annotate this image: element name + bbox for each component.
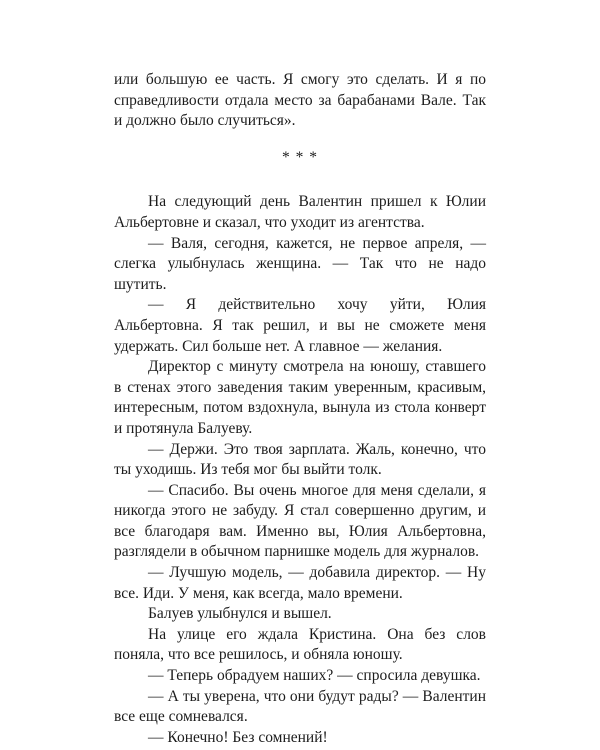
paragraph: Директор с минуту смотрела на юношу, ставшего в стенах этого заведения таким уверенным, красивым, интересным, потом вздохнула, вынула из стола конверт и протянула Балуеву. (114, 358, 486, 437)
paragraph: — Я действительно хочу уйти, Юлия Альбертовна. Я так решил, и вы не сможете меня удержать. Сил больше нет. А главное — желания. (114, 296, 486, 355)
paragraph: — Лучшую модель, — добавила директор. — Ну все. Иди. У меня, как всегда, мало времени. (114, 564, 486, 602)
page-body (114, 70, 486, 748)
paragraph-continuation: или большую ее часть. Я смогу это сделать. И я по справедливости отдала место за барабанами Вале. Так и должно было случиться». (114, 71, 486, 130)
paragraph: Балуев улыбнулся и вышел. (148, 605, 332, 623)
paragraph: — Конечно! Без сомнений! (148, 728, 328, 746)
paragraph: На следующий день Валентин пришел к Юлии Альбертовне и сказал, что уходит из агентства. (114, 193, 486, 231)
paragraph: На улице его ждала Кристина. Она без слов поняла, что все решилось, и обняла юношу. (114, 625, 486, 664)
section-separator: * * * (282, 148, 318, 166)
paragraph: — А ты уверена, что они будут рады? — Валентин все еще сомневался. (114, 687, 486, 726)
paragraph: — Теперь обрадуем наших? — спросила девушка. (148, 667, 481, 685)
paragraph: — Спасибо. Вы очень многое для меня сделали, я никогда этого не забуду. Я стал совершенно другим, и все благодаря вам. Именно вы, Юлия Альбертовна, разглядели в обычном парнишке модель для журналов. (114, 481, 486, 561)
paragraph: — Держи. Это твоя зарплата. Жаль, конечно, что ты уходишь. Из тебя мог бы выйти толк. (114, 440, 486, 479)
paragraph: — Валя, сегодня, кажется, не первое апреля, — слегка улыбнулась женщина. — Так что не надо шутить. (114, 234, 486, 293)
